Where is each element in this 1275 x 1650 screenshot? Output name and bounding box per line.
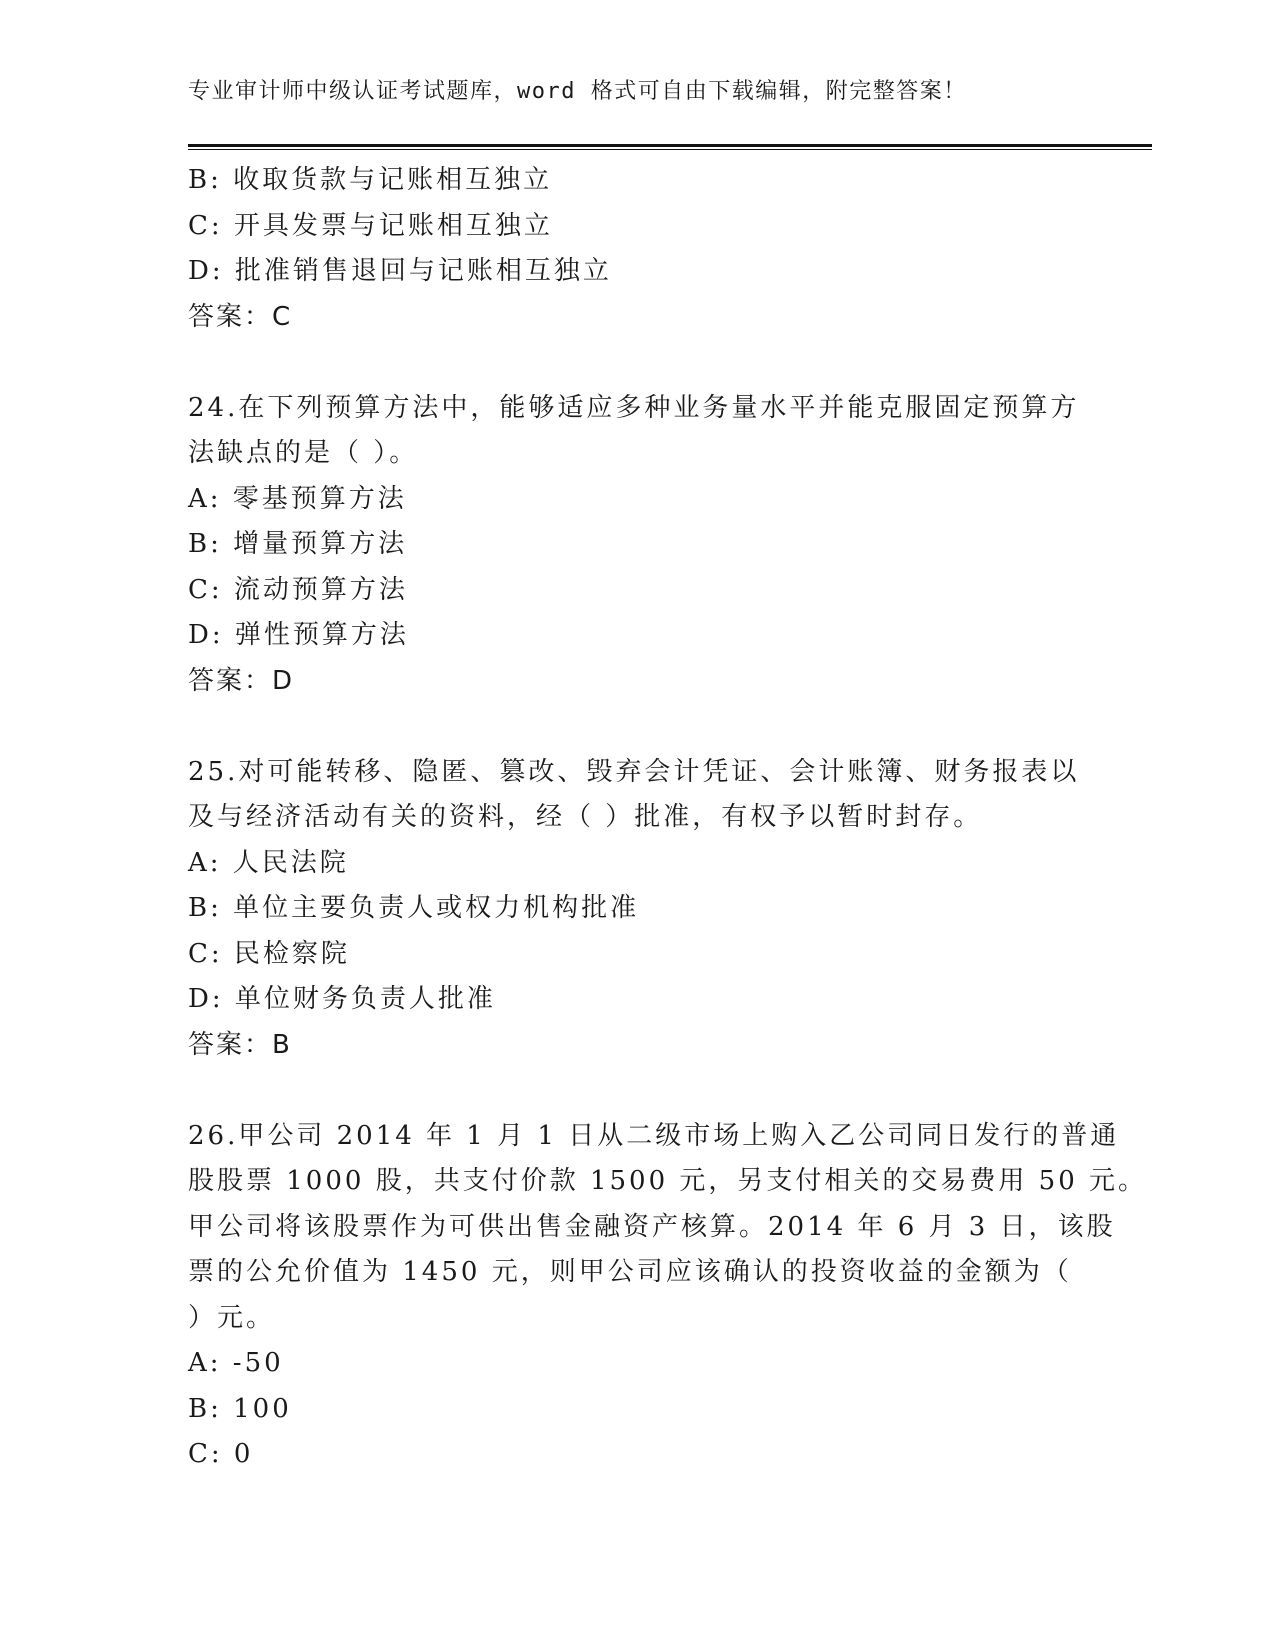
header-rule-thick (188, 144, 1152, 147)
spacer (188, 1068, 1088, 1114)
option-d: D: 弹性预算方法 (188, 620, 409, 650)
option-c: C: 0 (188, 1439, 254, 1469)
question-stem-line: 24.在下列预算方法中，能够适应多种业务量水平并能克服固定预算方 (188, 392, 1080, 423)
question-stem-line: 甲公司将该股票作为可供出售金融资产核算。2014 年 6 月 3 日，该股 (188, 1211, 1116, 1242)
option-c: C: 流动预算方法 (188, 574, 408, 605)
answer-line: 答案：B (188, 1029, 292, 1060)
question-stem-line: 25.对可能转移、隐匿、篡改、毁弃会计凭证、会计账簿、财务报表以 (188, 756, 1080, 787)
answer-line: 答案：C (188, 301, 293, 332)
option-a: A: 零基预算方法 (188, 483, 407, 514)
option-a: A: -50 (188, 1348, 284, 1378)
prev-question-block (188, 158, 1088, 340)
question-stem-line: 法缺点的是（ ）。 (188, 438, 419, 468)
question-stem-line: 及与经济活动有关的资料，经（ ）批准，有权予以暂时封存。 (188, 802, 983, 832)
option-a: A: 人民法院 (188, 847, 349, 878)
header-rule-thin (188, 149, 1152, 150)
question-stem-line: 26.甲公司 2014 年 1 月 1 日从二级市场上购入乙公司同日发行的普通 (188, 1120, 1120, 1151)
question-26 (188, 1114, 1148, 1478)
question-stem-line: ）元。 (188, 1302, 276, 1333)
option-c: C: 民检察院 (188, 938, 350, 969)
option-b: B: 单位主要负责人或权力机构批准 (188, 893, 640, 923)
question-content (188, 158, 1148, 1478)
option-d: D: 批准销售退回与记账相互独立 (188, 256, 612, 286)
answer-line: 答案：D (188, 665, 295, 696)
option-b: B: 增量预算方法 (188, 529, 408, 559)
option-b: B: 收取货款与记账相互独立 (188, 165, 553, 195)
option-d: D: 单位财务负责人批准 (188, 984, 496, 1014)
question-stem-line: 票的公允价值为 1450 元，则甲公司应该确认的投资收益的金额为（ (188, 1257, 1072, 1287)
option-c: C: 开具发票与记账相互独立 (188, 210, 553, 241)
question-25 (188, 750, 1088, 1069)
question-stem-line: 股股票 1000 股，共支付价款 1500 元，另支付相关的交易费用 50 元。 (188, 1166, 1148, 1196)
spacer (188, 704, 1088, 750)
page-header: 专业审计师中级认证考试题库，word 格式可自由下载编辑，附完整答案！ (188, 79, 967, 104)
spacer (188, 340, 1088, 386)
option-b: B: 100 (188, 1393, 292, 1424)
question-24 (188, 386, 1088, 705)
